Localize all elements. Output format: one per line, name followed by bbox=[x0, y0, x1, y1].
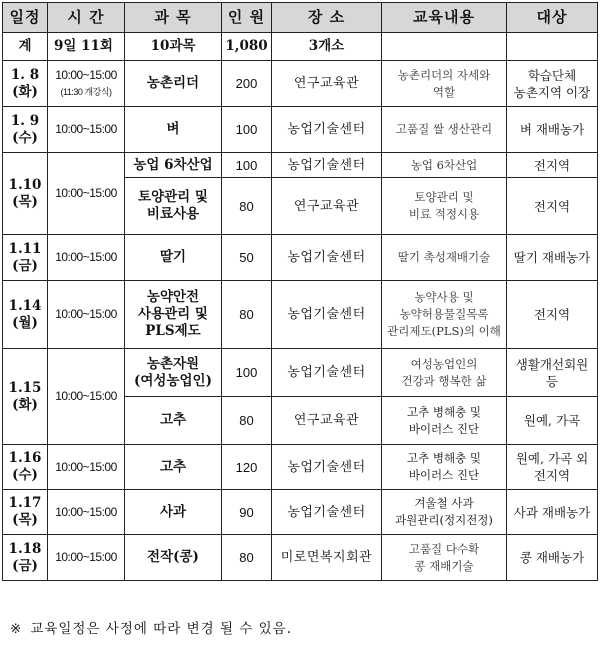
place-cell: 연구교육관 bbox=[272, 397, 382, 445]
table-row bbox=[3, 107, 598, 153]
content-cell: 여성농업인의 건강과 행복한 삶 bbox=[382, 349, 507, 397]
place-cell: 농업기술센터 bbox=[272, 107, 382, 153]
subject-cell: 토양관리 및 비료사용 bbox=[125, 178, 222, 235]
target-cell: 원예, 가곡 외 전지역 bbox=[507, 445, 598, 490]
summary-place: 3개소 bbox=[272, 33, 382, 61]
header-target: 대상 bbox=[507, 3, 598, 33]
table-row bbox=[3, 61, 598, 107]
time-cell: 10:00~15:00 bbox=[48, 490, 125, 535]
content-cell: 겨울철 사과 과원관리(정지전정) bbox=[382, 490, 507, 535]
count-cell: 80 bbox=[222, 397, 272, 445]
content-cell: 딸기 촉성재배기술 bbox=[382, 235, 507, 281]
target-cell: 전지역 bbox=[507, 153, 598, 178]
place-cell: 농업기술센터 bbox=[272, 445, 382, 490]
content-cell: 농촌리더의 자세와 역할 bbox=[382, 61, 507, 107]
summary-label: 계 bbox=[3, 33, 48, 61]
subject-cell: 전작(콩) bbox=[125, 535, 222, 581]
subject-cell: 고추 bbox=[125, 445, 222, 490]
time-cell bbox=[48, 61, 125, 107]
time-cell: 10:00~15:00 bbox=[48, 153, 125, 235]
header-count: 인 원 bbox=[222, 3, 272, 33]
content-cell: 고품질 쌀 생산관리 bbox=[382, 107, 507, 153]
schedule-table bbox=[2, 2, 598, 581]
place-cell: 농업기술센터 bbox=[272, 153, 382, 178]
summary-row bbox=[3, 33, 598, 61]
table-row bbox=[3, 153, 598, 178]
subject-cell: 사과 bbox=[125, 490, 222, 535]
target-cell: 콩 재배농가 bbox=[507, 535, 598, 581]
date-cell: 1.16 (수) bbox=[3, 445, 48, 490]
subject-cell: 농업 6차산업 bbox=[125, 153, 222, 178]
count-cell: 80 bbox=[222, 178, 272, 235]
date-cell: 1.14 (월) bbox=[3, 281, 48, 349]
place-cell: 농업기술센터 bbox=[272, 235, 382, 281]
place-cell: 농업기술센터 bbox=[272, 490, 382, 535]
time-cell: 10:00~15:00 bbox=[48, 535, 125, 581]
header-subject: 과 목 bbox=[125, 3, 222, 33]
count-cell: 120 bbox=[222, 445, 272, 490]
content-cell: 고품질 다수확 콩 재배기술 bbox=[382, 535, 507, 581]
subject-cell: 농약안전 사용관리 및 PLS제도 bbox=[125, 281, 222, 349]
table-row bbox=[3, 235, 598, 281]
time-cell: 10:00~15:00 bbox=[48, 349, 125, 445]
summary-time: 9일 11회 bbox=[48, 33, 125, 61]
summary-subject: 10과목 bbox=[125, 33, 222, 61]
place-cell: 농업기술센터 bbox=[272, 349, 382, 397]
date-cell: 1.11 (금) bbox=[3, 235, 48, 281]
time-cell: 10:00~15:00 bbox=[48, 235, 125, 281]
date-cell: 1.17 (목) bbox=[3, 490, 48, 535]
time-text: 10:00~15:00 bbox=[55, 67, 117, 82]
count-cell: 80 bbox=[222, 535, 272, 581]
header-time: 시 간 bbox=[48, 3, 125, 33]
date-cell: 1.15 (화) bbox=[3, 349, 48, 445]
footnote bbox=[10, 617, 292, 637]
place-cell: 연구교육관 bbox=[272, 178, 382, 235]
table-row bbox=[3, 535, 598, 581]
place-cell: 연구교육관 bbox=[272, 61, 382, 107]
summary-target bbox=[507, 33, 598, 61]
count-cell: 100 bbox=[222, 349, 272, 397]
date-cell: 1. 9 (수) bbox=[3, 107, 48, 153]
summary-content bbox=[382, 33, 507, 61]
target-cell: 전지역 bbox=[507, 178, 598, 235]
subject-cell: 농촌리더 bbox=[125, 61, 222, 107]
summary-count: 1,080 bbox=[222, 33, 272, 61]
subject-cell: 딸기 bbox=[125, 235, 222, 281]
target-cell: 딸기 재배농가 bbox=[507, 235, 598, 281]
date-cell: 1.10 (목) bbox=[3, 153, 48, 235]
content-cell: 농약사용 및 농약허용물질목록 관리제도(PLS)의 이해 bbox=[382, 281, 507, 349]
count-cell: 90 bbox=[222, 490, 272, 535]
header-content: 교육내용 bbox=[382, 3, 507, 33]
header-place: 장 소 bbox=[272, 3, 382, 33]
time-cell: 10:00~15:00 bbox=[48, 445, 125, 490]
target-cell: 생활개선회원 등 bbox=[507, 349, 598, 397]
target-cell: 학습단체 농촌지역 이장 bbox=[507, 61, 598, 107]
target-cell: 전지역 bbox=[507, 281, 598, 349]
date-cell: 1.18 (금) bbox=[3, 535, 48, 581]
count-cell: 100 bbox=[222, 107, 272, 153]
subject-cell: 농촌자원 (여성농업인) bbox=[125, 349, 222, 397]
count-cell: 80 bbox=[222, 281, 272, 349]
subject-cell: 벼 bbox=[125, 107, 222, 153]
content-cell: 농업 6차산업 bbox=[382, 153, 507, 178]
target-cell: 사과 재배농가 bbox=[507, 490, 598, 535]
table-row bbox=[3, 490, 598, 535]
content-cell: 토양관리 및 비료 적정시용 bbox=[382, 178, 507, 235]
table-row bbox=[3, 349, 598, 397]
content-cell: 고추 병해충 및 바이러스 진단 bbox=[382, 445, 507, 490]
count-cell: 200 bbox=[222, 61, 272, 107]
reference-mark: ※ bbox=[10, 621, 23, 637]
time-note: (11:30 개강식) bbox=[60, 86, 112, 97]
place-cell: 농업기술센터 bbox=[272, 281, 382, 349]
table-row bbox=[3, 281, 598, 349]
place-cell: 미로면복지회관 bbox=[272, 535, 382, 581]
footnote-text: 교육일정은 사정에 따라 변경 될 수 있음. bbox=[30, 621, 293, 637]
target-cell: 벼 재배농가 bbox=[507, 107, 598, 153]
count-cell: 100 bbox=[222, 153, 272, 178]
content-cell: 고추 병해충 및 바이러스 진단 bbox=[382, 397, 507, 445]
count-cell: 50 bbox=[222, 235, 272, 281]
subject-cell: 고추 bbox=[125, 397, 222, 445]
time-cell: 10:00~15:00 bbox=[48, 107, 125, 153]
table-row bbox=[3, 445, 598, 490]
target-cell: 원예, 가곡 bbox=[507, 397, 598, 445]
date-cell: 1. 8 (화) bbox=[3, 61, 48, 107]
header-row bbox=[3, 3, 598, 33]
time-cell: 10:00~15:00 bbox=[48, 281, 125, 349]
header-date: 일정 bbox=[3, 3, 48, 33]
